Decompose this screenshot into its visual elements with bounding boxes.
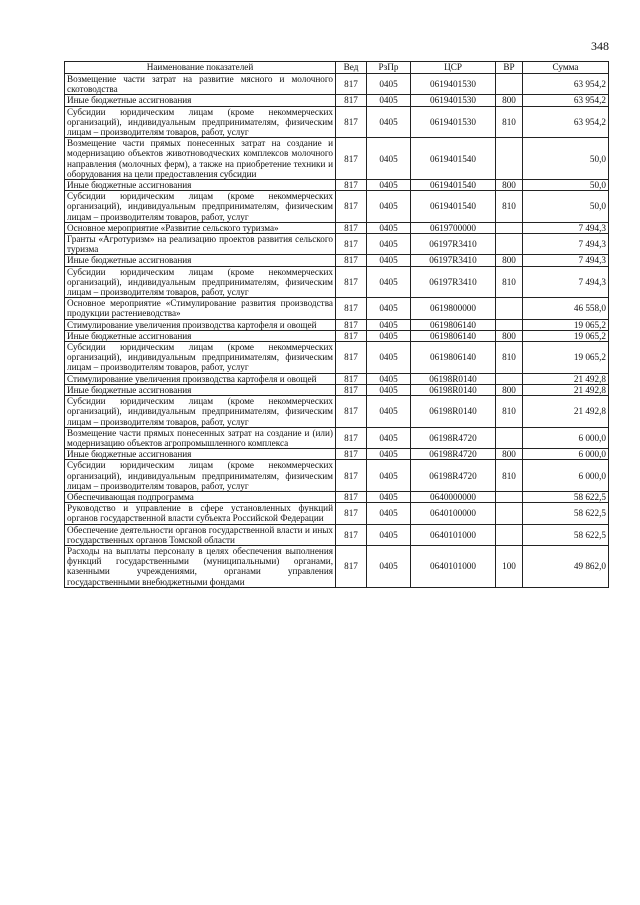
cell-rzpr: 0405 bbox=[367, 491, 411, 502]
cell-ved: 817 bbox=[336, 503, 367, 524]
column-header-rzpr: РзПр bbox=[367, 62, 411, 74]
cell-ved: 817 bbox=[336, 95, 367, 106]
cell-name: Основное мероприятие «Развитие сельского туризма» bbox=[65, 222, 336, 233]
cell-sum: 58 622,5 bbox=[523, 524, 609, 545]
cell-ved: 817 bbox=[336, 74, 367, 95]
cell-rzpr: 0405 bbox=[367, 298, 411, 319]
table-row bbox=[65, 95, 609, 106]
cell-vr: 800 bbox=[496, 180, 523, 191]
cell-name: Иные бюджетные ассигнования bbox=[65, 255, 336, 266]
cell-name: Субсидии юридическим лицам (кроме некоммерческих организаций), индивидуальным предпринимателям, физическим лицам – производителям товаров, работ, услуг bbox=[65, 266, 336, 298]
cell-ved: 817 bbox=[336, 524, 367, 545]
cell-ved: 817 bbox=[336, 427, 367, 448]
cell-ved: 817 bbox=[336, 491, 367, 502]
cell-vr: 810 bbox=[496, 106, 523, 138]
column-header-name: Наименование показателей bbox=[65, 62, 336, 74]
cell-ved: 817 bbox=[336, 106, 367, 138]
cell-ved: 817 bbox=[336, 342, 367, 374]
cell-sum: 7 494,3 bbox=[523, 255, 609, 266]
cell-vr: 800 bbox=[496, 330, 523, 341]
cell-csr: 06198R4720 bbox=[411, 427, 496, 448]
cell-vr bbox=[496, 222, 523, 233]
cell-csr: 0619700000 bbox=[411, 222, 496, 233]
cell-csr: 0640101000 bbox=[411, 524, 496, 545]
cell-rzpr: 0405 bbox=[367, 138, 411, 180]
cell-rzpr: 0405 bbox=[367, 330, 411, 341]
cell-vr: 810 bbox=[496, 396, 523, 428]
cell-csr: 0619800000 bbox=[411, 298, 496, 319]
table-row bbox=[65, 396, 609, 428]
cell-name: Субсидии юридическим лицам (кроме некоммерческих организаций), индивидуальным предпринимателям, физическим лицам – производителям товаров, работ, услуг bbox=[65, 396, 336, 428]
cell-vr: 810 bbox=[496, 191, 523, 223]
cell-name: Гранты «Агротуризм» на реализацию проектов развития сельского туризма bbox=[65, 234, 336, 255]
cell-vr: 810 bbox=[496, 342, 523, 374]
cell-csr: 0619401530 bbox=[411, 95, 496, 106]
cell-name: Субсидии юридическим лицам (кроме некоммерческих организаций), индивидуальным предпринимателям, физическим лицам – производителям товаров, работ, услуг bbox=[65, 106, 336, 138]
cell-sum: 50,0 bbox=[523, 138, 609, 180]
cell-sum: 21 492,8 bbox=[523, 373, 609, 384]
cell-rzpr: 0405 bbox=[367, 191, 411, 223]
cell-sum: 7 494,3 bbox=[523, 222, 609, 233]
table-row bbox=[65, 449, 609, 460]
page-number: 348 bbox=[591, 39, 609, 53]
table-row bbox=[65, 180, 609, 191]
cell-vr bbox=[496, 373, 523, 384]
cell-sum: 63 954,2 bbox=[523, 74, 609, 95]
cell-rzpr: 0405 bbox=[367, 266, 411, 298]
cell-name: Стимулирование увеличения производства картофеля и овощей bbox=[65, 373, 336, 384]
cell-csr: 0619401530 bbox=[411, 106, 496, 138]
cell-name: Субсидии юридическим лицам (кроме некоммерческих организаций), индивидуальным предпринимателям, физическим лицам – производителям товаров, работ, услуг bbox=[65, 191, 336, 223]
cell-rzpr: 0405 bbox=[367, 384, 411, 395]
cell-ved: 817 bbox=[336, 191, 367, 223]
table-row bbox=[65, 384, 609, 395]
table-row bbox=[65, 373, 609, 384]
cell-name: Руководство и управление в сфере установленных функций органов государственной власти субъекта Российской Федерации bbox=[65, 503, 336, 524]
cell-ved: 817 bbox=[336, 266, 367, 298]
cell-rzpr: 0405 bbox=[367, 180, 411, 191]
cell-sum: 21 492,8 bbox=[523, 384, 609, 395]
cell-sum: 58 622,5 bbox=[523, 503, 609, 524]
cell-ved: 817 bbox=[336, 234, 367, 255]
column-header-sum: Сумма bbox=[523, 62, 609, 74]
table-row bbox=[65, 427, 609, 448]
cell-sum: 7 494,3 bbox=[523, 234, 609, 255]
cell-csr: 0619806140 bbox=[411, 342, 496, 374]
cell-name: Возмещение части прямых понесенных затрат на создание и (или) модернизацию объектов агропромышленного комплекса bbox=[65, 427, 336, 448]
table-row bbox=[65, 255, 609, 266]
cell-vr bbox=[496, 491, 523, 502]
cell-sum: 58 622,5 bbox=[523, 491, 609, 502]
cell-rzpr: 0405 bbox=[367, 106, 411, 138]
cell-csr: 0619806140 bbox=[411, 319, 496, 330]
table-row bbox=[65, 503, 609, 524]
cell-csr: 06198R0140 bbox=[411, 384, 496, 395]
table-row bbox=[65, 234, 609, 255]
cell-sum: 6 000,0 bbox=[523, 449, 609, 460]
cell-rzpr: 0405 bbox=[367, 545, 411, 587]
cell-rzpr: 0405 bbox=[367, 95, 411, 106]
cell-rzpr: 0405 bbox=[367, 222, 411, 233]
cell-vr bbox=[496, 138, 523, 180]
cell-name: Стимулирование увеличения производства картофеля и овощей bbox=[65, 319, 336, 330]
cell-csr: 06198R0140 bbox=[411, 396, 496, 428]
cell-rzpr: 0405 bbox=[367, 234, 411, 255]
cell-csr: 06197R3410 bbox=[411, 255, 496, 266]
budget-table bbox=[64, 61, 609, 588]
cell-name: Расходы на выплаты персоналу в целях обеспечения выполнения функций государственными (муниципальными) органами, казенными учреждениями, органами управления государственными внебюджетными фондами bbox=[65, 545, 336, 587]
table-row bbox=[65, 545, 609, 587]
cell-name: Иные бюджетные ассигнования bbox=[65, 95, 336, 106]
table-header-row bbox=[65, 62, 609, 74]
cell-sum: 19 065,2 bbox=[523, 330, 609, 341]
cell-sum: 6 000,0 bbox=[523, 427, 609, 448]
cell-csr: 0619401540 bbox=[411, 138, 496, 180]
cell-name: Возмещение части прямых понесенных затрат на создание и модернизацию объектов животноводческих комплексов молочного направления (молочных ферм), а также на приобретение техники и оборудования на цели предоставления субсидии bbox=[65, 138, 336, 180]
cell-sum: 7 494,3 bbox=[523, 266, 609, 298]
cell-name: Субсидии юридическим лицам (кроме некоммерческих организаций), индивидуальным предпринимателям, физическим лицам – производителям товаров, работ, услуг bbox=[65, 460, 336, 492]
cell-rzpr: 0405 bbox=[367, 396, 411, 428]
cell-name: Возмещение части затрат на развитие мясного и молочного скотоводства bbox=[65, 74, 336, 95]
table-row bbox=[65, 460, 609, 492]
cell-ved: 817 bbox=[336, 545, 367, 587]
cell-csr: 06197R3410 bbox=[411, 266, 496, 298]
cell-ved: 817 bbox=[336, 373, 367, 384]
cell-rzpr: 0405 bbox=[367, 74, 411, 95]
cell-rzpr: 0405 bbox=[367, 524, 411, 545]
cell-vr: 100 bbox=[496, 545, 523, 587]
cell-sum: 63 954,2 bbox=[523, 95, 609, 106]
cell-vr: 810 bbox=[496, 266, 523, 298]
table-row bbox=[65, 222, 609, 233]
cell-vr: 800 bbox=[496, 95, 523, 106]
cell-csr: 0619806140 bbox=[411, 330, 496, 341]
cell-sum: 6 000,0 bbox=[523, 460, 609, 492]
cell-vr bbox=[496, 427, 523, 448]
cell-ved: 817 bbox=[336, 330, 367, 341]
cell-rzpr: 0405 bbox=[367, 449, 411, 460]
cell-sum: 49 862,0 bbox=[523, 545, 609, 587]
cell-ved: 817 bbox=[336, 298, 367, 319]
cell-ved: 817 bbox=[336, 255, 367, 266]
cell-vr: 800 bbox=[496, 449, 523, 460]
cell-name: Иные бюджетные ассигнования bbox=[65, 180, 336, 191]
cell-rzpr: 0405 bbox=[367, 460, 411, 492]
cell-ved: 817 bbox=[336, 460, 367, 492]
cell-ved: 817 bbox=[336, 396, 367, 428]
cell-name: Иные бюджетные ассигнования bbox=[65, 384, 336, 395]
column-header-csr: ЦСР bbox=[411, 62, 496, 74]
cell-csr: 0619401540 bbox=[411, 191, 496, 223]
cell-vr: 800 bbox=[496, 255, 523, 266]
cell-csr: 06198R0140 bbox=[411, 373, 496, 384]
cell-sum: 50,0 bbox=[523, 180, 609, 191]
cell-vr bbox=[496, 524, 523, 545]
cell-name: Субсидии юридическим лицам (кроме некоммерческих организаций), индивидуальным предпринимателям, физическим лицам – производителям товаров, работ, услуг bbox=[65, 342, 336, 374]
cell-name: Иные бюджетные ассигнования bbox=[65, 330, 336, 341]
cell-ved: 817 bbox=[336, 449, 367, 460]
table-row bbox=[65, 74, 609, 95]
cell-ved: 817 bbox=[336, 222, 367, 233]
cell-vr bbox=[496, 319, 523, 330]
cell-sum: 19 065,2 bbox=[523, 342, 609, 374]
cell-ved: 817 bbox=[336, 138, 367, 180]
cell-rzpr: 0405 bbox=[367, 319, 411, 330]
table-row bbox=[65, 330, 609, 341]
column-header-vr: ВР bbox=[496, 62, 523, 74]
cell-vr bbox=[496, 234, 523, 255]
table-row bbox=[65, 298, 609, 319]
cell-sum: 46 558,0 bbox=[523, 298, 609, 319]
table-row bbox=[65, 106, 609, 138]
table-row bbox=[65, 491, 609, 502]
cell-csr: 06197R3410 bbox=[411, 234, 496, 255]
cell-sum: 63 954,2 bbox=[523, 106, 609, 138]
cell-vr: 810 bbox=[496, 460, 523, 492]
table-row bbox=[65, 319, 609, 330]
cell-name: Обеспечение деятельности органов государственной власти и иных государственных органов Томской области bbox=[65, 524, 336, 545]
column-header-ved: Вед bbox=[336, 62, 367, 74]
cell-rzpr: 0405 bbox=[367, 427, 411, 448]
cell-ved: 817 bbox=[336, 384, 367, 395]
cell-csr: 0640101000 bbox=[411, 545, 496, 587]
cell-csr: 0619401540 bbox=[411, 180, 496, 191]
cell-csr: 0640100000 bbox=[411, 503, 496, 524]
table-row bbox=[65, 266, 609, 298]
cell-ved: 817 bbox=[336, 180, 367, 191]
cell-sum: 19 065,2 bbox=[523, 319, 609, 330]
cell-sum: 21 492,8 bbox=[523, 396, 609, 428]
table-row bbox=[65, 191, 609, 223]
cell-vr bbox=[496, 503, 523, 524]
cell-rzpr: 0405 bbox=[367, 503, 411, 524]
cell-rzpr: 0405 bbox=[367, 342, 411, 374]
table-body bbox=[65, 74, 609, 588]
cell-csr: 0619401530 bbox=[411, 74, 496, 95]
cell-name: Основное мероприятие «Стимулирование развития производства продукции растениеводства» bbox=[65, 298, 336, 319]
table-row bbox=[65, 138, 609, 180]
cell-csr: 06198R4720 bbox=[411, 460, 496, 492]
cell-vr: 800 bbox=[496, 384, 523, 395]
cell-csr: 0640000000 bbox=[411, 491, 496, 502]
cell-ved: 817 bbox=[336, 319, 367, 330]
table-row bbox=[65, 524, 609, 545]
cell-csr: 06198R4720 bbox=[411, 449, 496, 460]
cell-sum: 50,0 bbox=[523, 191, 609, 223]
cell-rzpr: 0405 bbox=[367, 255, 411, 266]
cell-vr bbox=[496, 298, 523, 319]
cell-name: Иные бюджетные ассигнования bbox=[65, 449, 336, 460]
table-row bbox=[65, 342, 609, 374]
cell-name: Обеспечивающая подпрограмма bbox=[65, 491, 336, 502]
cell-vr bbox=[496, 74, 523, 95]
cell-rzpr: 0405 bbox=[367, 373, 411, 384]
